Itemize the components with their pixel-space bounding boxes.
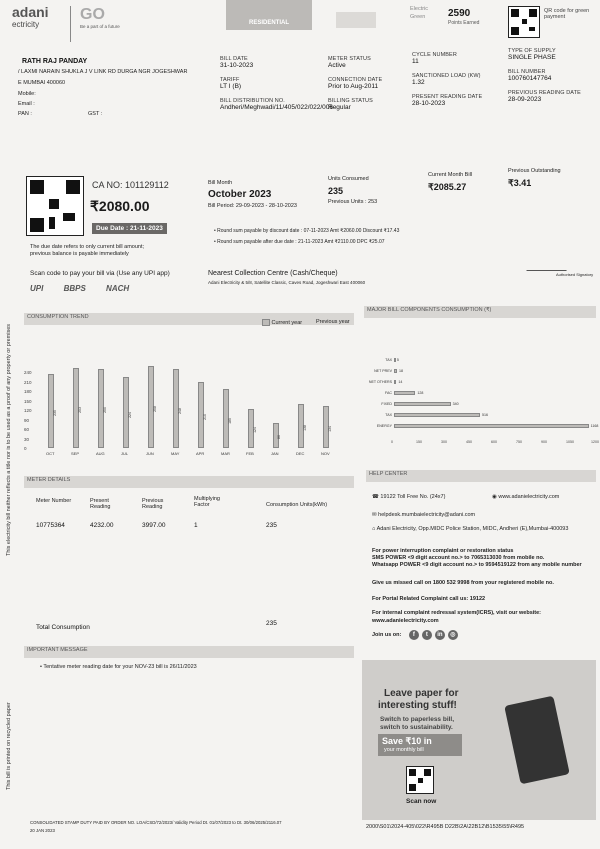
power-title: For power interruption complaint or restoration status [372, 548, 514, 554]
qr-hint: QR code for green payment [544, 8, 590, 20]
meter-units: 235 [266, 522, 277, 529]
gst-label: GST : [88, 111, 103, 117]
distribution-label: BILL DISTRIBUTION NO. [220, 98, 285, 104]
legend-current: Current year [262, 319, 302, 326]
nach-logo: NACH [106, 284, 130, 293]
outstanding-label: Previous Outstanding [508, 168, 561, 174]
meter-col-previous: Previous Reading [142, 498, 164, 510]
pay-qr-code[interactable] [26, 176, 84, 236]
units-value: 235 [328, 186, 344, 196]
month-label: FEB [246, 451, 254, 456]
current-bill-value: ₹2085.27 [428, 182, 467, 192]
bill-info-col-1 [220, 56, 333, 111]
round-note-1: • Round sum payable by discount date : 07-11-2023 Amt ₹2060.00 Discount ₹17.43 [214, 228, 400, 234]
bill-info-col-3 [412, 52, 496, 107]
sms-info: SMS POWER <9 digit account no.> to 7065313030 from mobile no. [372, 555, 545, 561]
component-bar [394, 358, 396, 362]
meter-col-number: Meter Number [36, 498, 72, 504]
distribution-value: Andheri/Meghwadi/11/405/022/022/006 [220, 104, 333, 111]
mail-icon: ✉ [372, 512, 377, 518]
important-message: • Tentative meter reading date for your NOV-23 bill is 26/11/2023 [40, 664, 197, 670]
scan-text: Scan code to pay your bill via (Use any UPI app) [30, 270, 170, 277]
present-reading-label: PRESENT READING DATE [412, 94, 483, 100]
total-consumption-label: Total Consumption [36, 624, 90, 631]
sanctioned-label: SANCTIONED LOAD (KW) [412, 73, 481, 79]
email-label: Email : [18, 101, 35, 107]
meter-col-units: Consumption Units(kWh) [266, 502, 328, 508]
consumption-bar-value: 185 [227, 417, 232, 424]
due-date-badge: Due Date : 21-11-2023 [92, 223, 167, 234]
whatsapp-info: Whatsapp POWER <9 digit account no.> to 9594519122 from any mobile number [372, 562, 582, 568]
billing-status-label: BILLING STATUS [328, 98, 373, 104]
promo-save-badge [378, 734, 462, 756]
logo-tagline [80, 6, 124, 29]
component-label: ENERGY [376, 424, 392, 428]
phone-icon: ☎ [372, 494, 379, 500]
bill-month-block [208, 180, 318, 209]
meter-details-header: METER DETAILS [24, 476, 354, 488]
consumption-bar-value: 210 [202, 413, 207, 420]
y-tick-label: 120 [24, 408, 32, 413]
logo [12, 4, 70, 46]
mobile-label: Mobile: [18, 91, 36, 97]
component-x-tick: 0 [391, 440, 393, 444]
promo-qr-code[interactable] [406, 766, 434, 794]
month-label: JUL [121, 451, 129, 456]
meter-factor: 1 [194, 522, 198, 529]
component-label: TAX [385, 413, 392, 417]
join-us [372, 630, 461, 640]
billing-status-value: Regular [328, 104, 351, 111]
website-link[interactable]: ◉ www.adanielectricity.com [492, 494, 560, 500]
helpdesk-email[interactable]: ✉ helpdesk.mumbaielectricity@adani.com [372, 512, 476, 518]
green-qr-code[interactable] [508, 6, 540, 38]
icrs-info: For internal complaint redressal system(ICRS), visit our website: [372, 610, 542, 616]
consumption-bar-value: 80 [276, 435, 281, 440]
current-bill-block [428, 172, 508, 193]
important-header: IMPORTANT MESSAGE [24, 646, 354, 658]
bill-number-value: 100760147764 [508, 75, 552, 82]
tagline-text: Be a part of a future [80, 24, 120, 29]
consumption-bar-value: 248 [177, 407, 182, 414]
paperless-promo[interactable] [362, 660, 596, 820]
y-tick-label: 210 [24, 379, 32, 385]
bars-area [44, 372, 354, 462]
meter-status-label: METER STATUS [328, 56, 371, 62]
bill-info-col-4 [508, 48, 596, 103]
meter-number: 10775364 [36, 522, 65, 529]
customer-name: RATH RAJ PANDAY [22, 58, 88, 65]
bill-date-label: BILL DATE [220, 56, 248, 62]
promo-line-2: interesting stuff! [378, 700, 457, 711]
previous-reading-value: 28-09-2023 [508, 96, 542, 103]
meter-col-factor: Multiplying Factor [194, 496, 220, 508]
icrs-url[interactable]: www.adanielectricity.com [372, 618, 439, 624]
stamp-duty-note: CONSOLIDATED STAMP DUTY PAID BY ORDER NO. LOA/CSD/72/2023/ Validity Period Dt. 01/07/2023 to Dt. 30/06/2025/2116.07 [30, 820, 282, 825]
component-value: 340 [452, 402, 459, 406]
component-x-tick: 1200 [591, 440, 599, 444]
bbps-logo: BBPS [63, 284, 86, 293]
component-label: NET OTHERS [368, 380, 392, 384]
component-label: FAC [385, 391, 392, 395]
y-tick-label: 90 [24, 417, 30, 423]
residential-badge: RESIDENTIAL [226, 0, 312, 30]
promo-line-1: Leave paper for [384, 688, 459, 699]
month-label: AUG [96, 451, 105, 456]
y-tick-label: 30 [24, 436, 30, 442]
instagram-icon[interactable]: ◎ [448, 630, 458, 640]
consumption-title: CONSUMPTION TREND [27, 314, 89, 320]
month-label: OCT [46, 451, 55, 456]
consumption-bar-value: 235 [52, 409, 57, 416]
component-x-tick: 750 [516, 440, 522, 444]
current-bill-label: Current Month Bill [428, 172, 473, 178]
stamp-duty-date: 20 JAN 2023 [30, 828, 55, 833]
previous-reading-label: PREVIOUS READING DATE [508, 90, 581, 96]
tagline-mark-icon: GO [80, 6, 105, 23]
signature [526, 262, 569, 271]
component-bar [394, 413, 480, 417]
vertical-disclaimer: This electricity bill neither reflects a title nor is to be used as a proof of any property or premises [6, 323, 12, 556]
month-label: DEC [296, 451, 305, 456]
promo-save-2: your monthly bill [384, 747, 424, 753]
component-bar [394, 380, 396, 384]
bill-date-value: 31-10-2023 [220, 62, 254, 69]
component-label: NET PREV [374, 369, 392, 373]
component-value: 1168 [590, 424, 599, 428]
ca-number: CA NO: 101129112 [92, 180, 169, 190]
location-icon: ⌂ [372, 526, 376, 532]
month-label: JAN [271, 451, 279, 456]
components-header: MAJOR BILL COMPONENTS CONSUMPTION (₹) [364, 306, 596, 318]
cycle-value: 11 [412, 58, 419, 65]
y-tick-label: 60 [24, 427, 30, 432]
connection-value: Prior to Aug-2011 [328, 83, 379, 90]
component-bar [394, 424, 589, 428]
legend-previous: Previous year [316, 319, 350, 325]
month-label: SEP [71, 451, 80, 456]
month-label: NOV [321, 451, 330, 456]
meter-previous: 3997.00 [142, 522, 166, 529]
help-center-header: HELP CENTER [366, 470, 596, 482]
vertical-recycled-note: This bill is printed on recycled paper [6, 702, 12, 790]
component-x-tick: 1050 [566, 440, 574, 444]
y-tick-label: 240 [24, 370, 32, 375]
supply-label: TYPE OF SUPPLY [508, 48, 556, 54]
bill-month-value: October 2023 [208, 189, 272, 200]
prev-units: Previous Units : 253 [328, 199, 378, 205]
pan-label: PAN : [18, 111, 32, 117]
meter-col-present: Present Reading [90, 498, 111, 510]
consumption-bar-value: 258 [152, 406, 157, 413]
due-note-2: previous balance is payable immediately [30, 251, 129, 257]
components-chart [364, 358, 599, 458]
consumption-bar-value: 134 [327, 425, 332, 432]
consumption-bar-value: 224 [127, 411, 132, 418]
component-value: 18 [399, 369, 403, 373]
twitter-icon[interactable]: t [422, 630, 432, 640]
sanctioned-value: 1.32 [412, 79, 425, 86]
y-tick-label: 150 [24, 398, 32, 404]
signature-caption: Authorised Signatory [556, 272, 594, 277]
green-label [336, 12, 376, 28]
units-block [328, 176, 408, 205]
points-value: 2590 [448, 8, 471, 19]
logo-text-top: adani [12, 4, 49, 20]
green-label-2: Green [410, 14, 426, 20]
consumption-bar-value: 124 [252, 427, 257, 434]
cycle-label: CYCLE NUMBER [412, 52, 457, 58]
component-x-tick: 450 [466, 440, 472, 444]
round-note-2: • Round sum payable after due date : 21-11-2023 Amt ₹2110.00 DPC ₹25.07 [214, 239, 385, 245]
points-label: Points Earned [448, 20, 480, 26]
legend-current-swatch [262, 319, 270, 326]
month-label: MAY [171, 451, 180, 456]
green-label-1: Electric [410, 6, 429, 12]
outstanding-block [508, 168, 596, 189]
tariff-value: LT I (B) [220, 83, 242, 90]
footer-codes: 2000\S01\2024-405\022\R495B D22B\2A\22B12\B1535\55\R495 [366, 824, 525, 830]
component-value: 14 [398, 380, 403, 384]
component-bar [394, 402, 451, 406]
units-label: Units Consumed [328, 176, 369, 182]
bill-month-label: Bill Month [208, 180, 233, 186]
facebook-icon[interactable]: f [409, 630, 419, 640]
component-value: 516 [482, 413, 488, 417]
customer-address-1: / LAXMI NARAIN SHUKLA J V LINK RD DURGA NGR JOGESHWAR [18, 69, 188, 75]
total-consumption-value: 235 [266, 620, 277, 627]
portal-info: For Portal Related Complaint call us: 19122 [372, 596, 486, 602]
upi-logo: UPI [30, 284, 44, 293]
component-x-tick: 150 [416, 440, 422, 444]
globe-icon: ◉ [492, 494, 497, 500]
supply-value: SINGLE PHASE [508, 54, 556, 61]
logo-divider [70, 6, 71, 42]
consumption-bar-value: 250 [102, 407, 107, 414]
amount-due: ₹2080.00 [90, 198, 150, 214]
bill-info-col-2 [328, 56, 408, 111]
green-points-box [410, 4, 500, 30]
component-value: 128 [417, 391, 424, 395]
y-tick-label: 180 [24, 389, 32, 394]
toll-free[interactable]: ☎ 19122 Toll Free No. (24x7) [372, 494, 446, 500]
component-label: TAX [385, 358, 392, 362]
meter-present: 4232.00 [90, 522, 114, 529]
office-address: ⌂ Adani Electricity, Opp.MIDC Police Station, MIDC, Andheri (E),Mumbai-400093 [372, 526, 569, 532]
component-label: FIXED [381, 402, 392, 406]
linkedin-icon[interactable]: in [435, 630, 445, 640]
promo-phone-image [504, 696, 570, 785]
meter-status-value: Active [328, 62, 346, 69]
component-bar [394, 369, 397, 373]
outstanding-value: ₹3.41 [508, 178, 532, 188]
promo-save: Save ₹10 in [382, 736, 432, 746]
promo-line-3: Switch to paperless bill, [380, 716, 455, 723]
consumption-bar-value: 138 [302, 425, 307, 432]
payment-methods [30, 284, 129, 293]
connection-label: CONNECTION DATE [328, 77, 383, 83]
y-axis-ticks [24, 372, 38, 452]
promo-line-4: switch to sustainability. [380, 724, 453, 731]
promo-scan-now: Scan now [406, 798, 437, 805]
bill-number-label: BILL NUMBER [508, 69, 546, 75]
components-bars [364, 358, 599, 448]
join-label: Join us on: [372, 632, 402, 638]
tariff-label: TARIFF [220, 77, 240, 83]
month-label: APR [196, 451, 205, 456]
month-label: MAR [221, 451, 230, 456]
collection-title: Nearest Collection Centre (Cash/Cheque) [208, 270, 338, 277]
missed-call-info: Give us missed call on 1800 532 9998 from your registered mobile no. [372, 580, 554, 586]
collection-address: Adani Electricity & 5/8, Satellite Classic, Caves Road, Jogeshwari East 400060 [208, 280, 366, 285]
due-note-1: The due date refers to only current bill amount; [30, 244, 145, 250]
component-x-tick: 300 [441, 440, 447, 444]
component-x-tick: 600 [491, 440, 497, 444]
customer-address-2: E MUMBAI 400060 [18, 80, 66, 86]
month-label: JUN [146, 451, 154, 456]
consumption-bar-value: 253 [77, 407, 82, 413]
present-reading-value: 28-10-2023 [412, 100, 446, 107]
logo-text-bottom: ectricity [12, 20, 40, 29]
component-x-tick: 900 [541, 440, 547, 444]
component-value: 5 [396, 358, 399, 362]
bill-period: Bill Period: 29-09-2023 - 28-10-2023 [208, 203, 297, 209]
consumption-chart [24, 372, 354, 462]
component-bar [394, 391, 415, 395]
y-tick-label: 0 [24, 446, 27, 451]
consumption-trend-header [24, 313, 354, 325]
